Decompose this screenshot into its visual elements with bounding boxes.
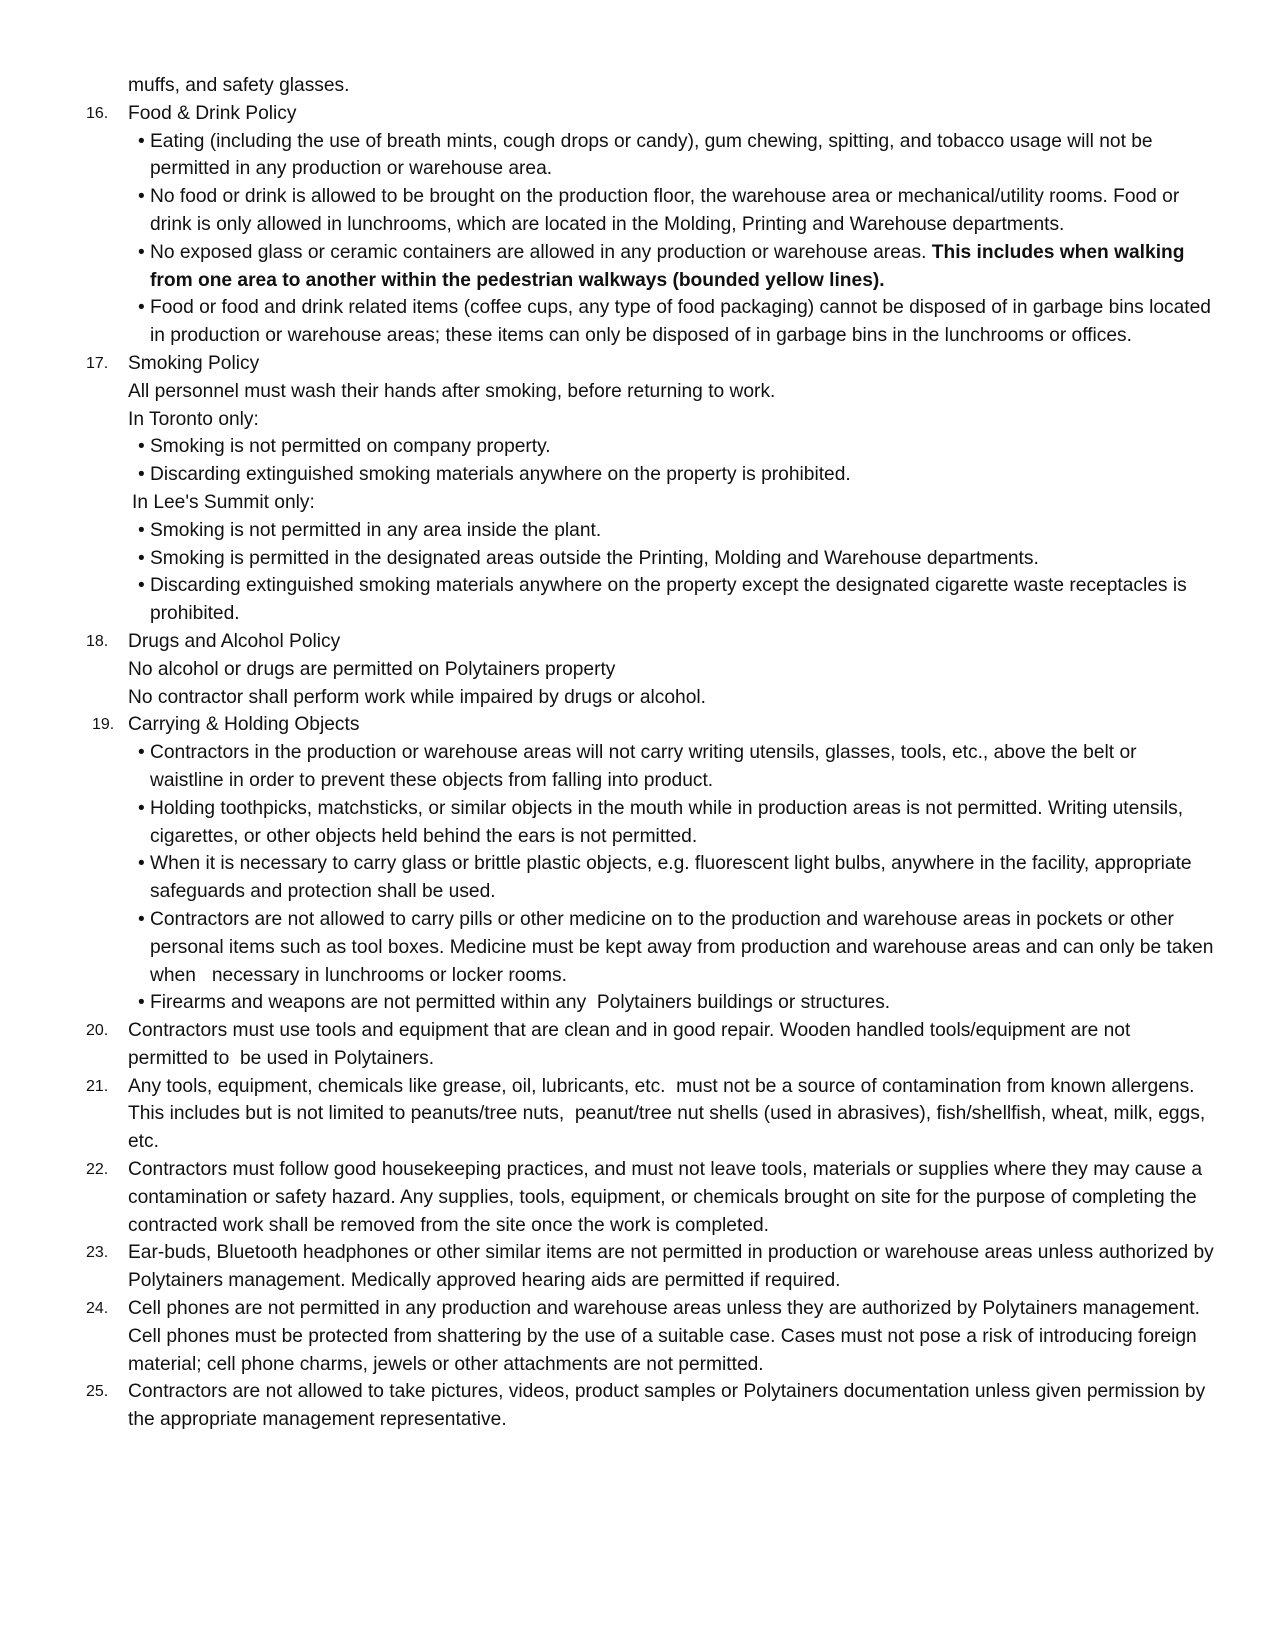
list-item-25: [86, 1378, 1215, 1434]
item-text: Contractors must follow good housekeeping practices, and must not leave tools, materials or supplies where they may cause a contamination or safety hazard. Any supplies, tools, equipment, or chemicals brought on site for the purpose of completing the contracted work shall be removed from the site once the work is completed.: [128, 1159, 1208, 1236]
item-number: 19.: [92, 716, 115, 734]
bullet-text: Contractors are not allowed to carry pills or other medicine on to the production and warehouse areas in pockets or other personal items such as tool boxes. Medicine must be kept away from production and warehouse areas and can only be taken when necessary in lunchrooms or locker rooms.: [150, 908, 1219, 986]
bullet-item: [128, 461, 1215, 489]
item-number: 20.: [86, 1022, 109, 1040]
bullet-item: [128, 433, 1215, 461]
bullet-item: [128, 850, 1215, 906]
bullet-text: Firearms and weapons are not permitted within any Polytainers buildings or structures.: [150, 992, 891, 1014]
item-text: Cell phones are not permitted in any production and warehouse areas unless they are authorized by Polytainers management. Cell phones must be protected from shattering by the use of a suitable case. Cases must not pose a risk of introducing foreign material; cell phone charms, jewels or other attachments are not permitted.: [128, 1298, 1200, 1375]
bullet-bold-text: This includes when walking from one area to another within the pedestrian walkways (bounded yellow lines).: [150, 241, 1185, 291]
item-number: 23.: [86, 1244, 109, 1262]
list-item-21: [86, 1073, 1215, 1156]
bullet-icon: •: [138, 742, 145, 764]
item-text: Contractors must use tools and equipment that are clean and in good repair. Wooden handled tools/equipment are not permitted to be used in Polytainers.: [128, 1020, 1136, 1069]
toronto-bullet-list: [128, 433, 1215, 489]
bullet-icon: •: [138, 575, 145, 597]
item-number: 21.: [86, 1077, 109, 1095]
bullet-item: [128, 572, 1215, 628]
item-number: 25.: [86, 1383, 109, 1401]
list-item-16: [86, 100, 1215, 350]
bullet-item: [128, 183, 1215, 239]
item-number: 18.: [86, 632, 109, 650]
item-title: Food & Drink Policy: [128, 102, 297, 124]
item-title: Drugs and Alcohol Policy: [128, 630, 341, 652]
bullet-text: Contractors in the production or warehouse areas will not carry writing utensils, glasses, tools, etc., above the belt or waistline in order to prevent these objects from falling into product.: [150, 742, 1137, 791]
item-line: No alcohol or drugs are permitted on Polytainers property: [128, 658, 616, 680]
bullet-item: [128, 545, 1215, 573]
item-line: No contractor shall perform work while impaired by drugs or alcohol.: [128, 686, 706, 708]
list-item-23: [86, 1239, 1215, 1295]
bullet-text: Smoking is not permitted on company property.: [150, 436, 551, 458]
item-text: Ear-buds, Bluetooth headphones or other similar items are not permitted in production or warehouse areas unless authorized by Polytainers management. Medically approved hearing aids are permitted if required.: [128, 1242, 1214, 1292]
item-text: Any tools, equipment, chemicals like grease, oil, lubricants, etc. must not be a source of contamination from known allergens. This includes but is not limited to peanuts/tree nuts, peanut/tree nut shells (used in abrasives), fish/shellfish, wheat, milk, eggs, etc.: [128, 1075, 1211, 1153]
item-number: 22.: [86, 1161, 109, 1179]
item-number: 16.: [86, 104, 109, 122]
bullet-item: [128, 989, 1215, 1017]
bullet-icon: •: [138, 186, 145, 208]
bullet-text: Smoking is permitted in the designated areas outside the Printing, Molding and Warehouse departments.: [150, 547, 1039, 569]
bullet-text-mixed: [150, 239, 1215, 295]
bullet-icon: •: [138, 797, 145, 819]
lees-summit-bullet-list: [128, 517, 1215, 628]
top-continuation-text: muffs, and safety glasses.: [128, 75, 350, 96]
item-intro: All personnel must wash their hands after smoking, before returning to work.: [128, 380, 776, 402]
bullet-text: Smoking is not permitted in any area inside the plant.: [150, 519, 602, 541]
item-title: Carrying & Holding Objects: [128, 714, 360, 736]
bullet-text: When it is necessary to carry glass or brittle plastic objects, e.g. fluorescent light bulbs, anywhere in the facility, appropriate safeguards and protection shall be used.: [150, 853, 1192, 903]
bullet-item: [128, 517, 1215, 545]
bullet-item: [128, 795, 1215, 851]
item-number: 17.: [86, 354, 109, 372]
bullet-text: Discarding extinguished smoking materials anywhere on the property is prohibited.: [150, 464, 851, 486]
bullet-icon: •: [138, 519, 145, 541]
bullet-text: No food or drink is allowed to be brought on the production floor, the warehouse area or mechanical/utility rooms. Food or drink is only allowed in lunchrooms, which are located in the Molding, Printing and Warehouse departments.: [150, 186, 1180, 235]
lees-summit-heading: In Lee's Summit only:: [132, 491, 315, 513]
toronto-heading: In Toronto only:: [128, 408, 259, 430]
item-title: Smoking Policy: [128, 352, 260, 374]
bullet-icon: •: [138, 908, 145, 930]
bullet-icon: •: [138, 436, 145, 458]
bullet-icon: •: [138, 130, 145, 152]
bullet-item: [128, 906, 1219, 989]
bullet-item: [128, 739, 1215, 795]
bullet-icon: •: [138, 992, 145, 1014]
list-item-19: [86, 711, 1219, 1017]
bullet-icon: •: [138, 297, 145, 319]
bullet-item: [128, 294, 1215, 350]
bullet-list: [128, 739, 1219, 1017]
list-item-18: [86, 628, 1215, 711]
bullet-icon: •: [138, 853, 145, 875]
item-number: 24.: [86, 1300, 109, 1318]
bullet-icon: •: [138, 547, 145, 569]
bullet-text: Eating (including the use of breath mints, cough drops or candy), gum chewing, spitting, and tobacco usage will not be permitted in any production or warehouse area.: [150, 130, 1153, 180]
bullet-icon: •: [138, 241, 145, 263]
list-item-22: [86, 1156, 1215, 1239]
item-text: Contractors are not allowed to take pictures, videos, product samples or Polytainers documentation unless given permission by the appropriate management representative.: [128, 1381, 1206, 1431]
bullet-item: [128, 128, 1215, 184]
bullet-text: Discarding extinguished smoking materials anywhere on the property except the designated cigarette waste receptacles is prohibited.: [150, 575, 1203, 625]
bullet-text: Food or food and drink related items (coffee cups, any type of food packaging) cannot be disposed of in garbage bins located in production or warehouse areas; these items can only be disposed of in garbage bins in the lunchrooms or offices.: [150, 297, 1211, 347]
list-item-24: [86, 1295, 1215, 1378]
bullet-list: [128, 128, 1215, 350]
bullet-text: No exposed glass or ceramic containers are allowed in any production or warehouse areas.: [150, 241, 932, 263]
bullet-icon: •: [138, 464, 145, 486]
bullet-item: [128, 239, 1215, 295]
list-item-20: [86, 1017, 1215, 1073]
list-item-17: [86, 350, 1215, 628]
bullet-text: Holding toothpicks, matchsticks, or similar objects in the mouth while in production areas is not permitted. Writing utensils, cigarettes, or other objects held behind the ears is not permitted.: [150, 797, 1184, 847]
